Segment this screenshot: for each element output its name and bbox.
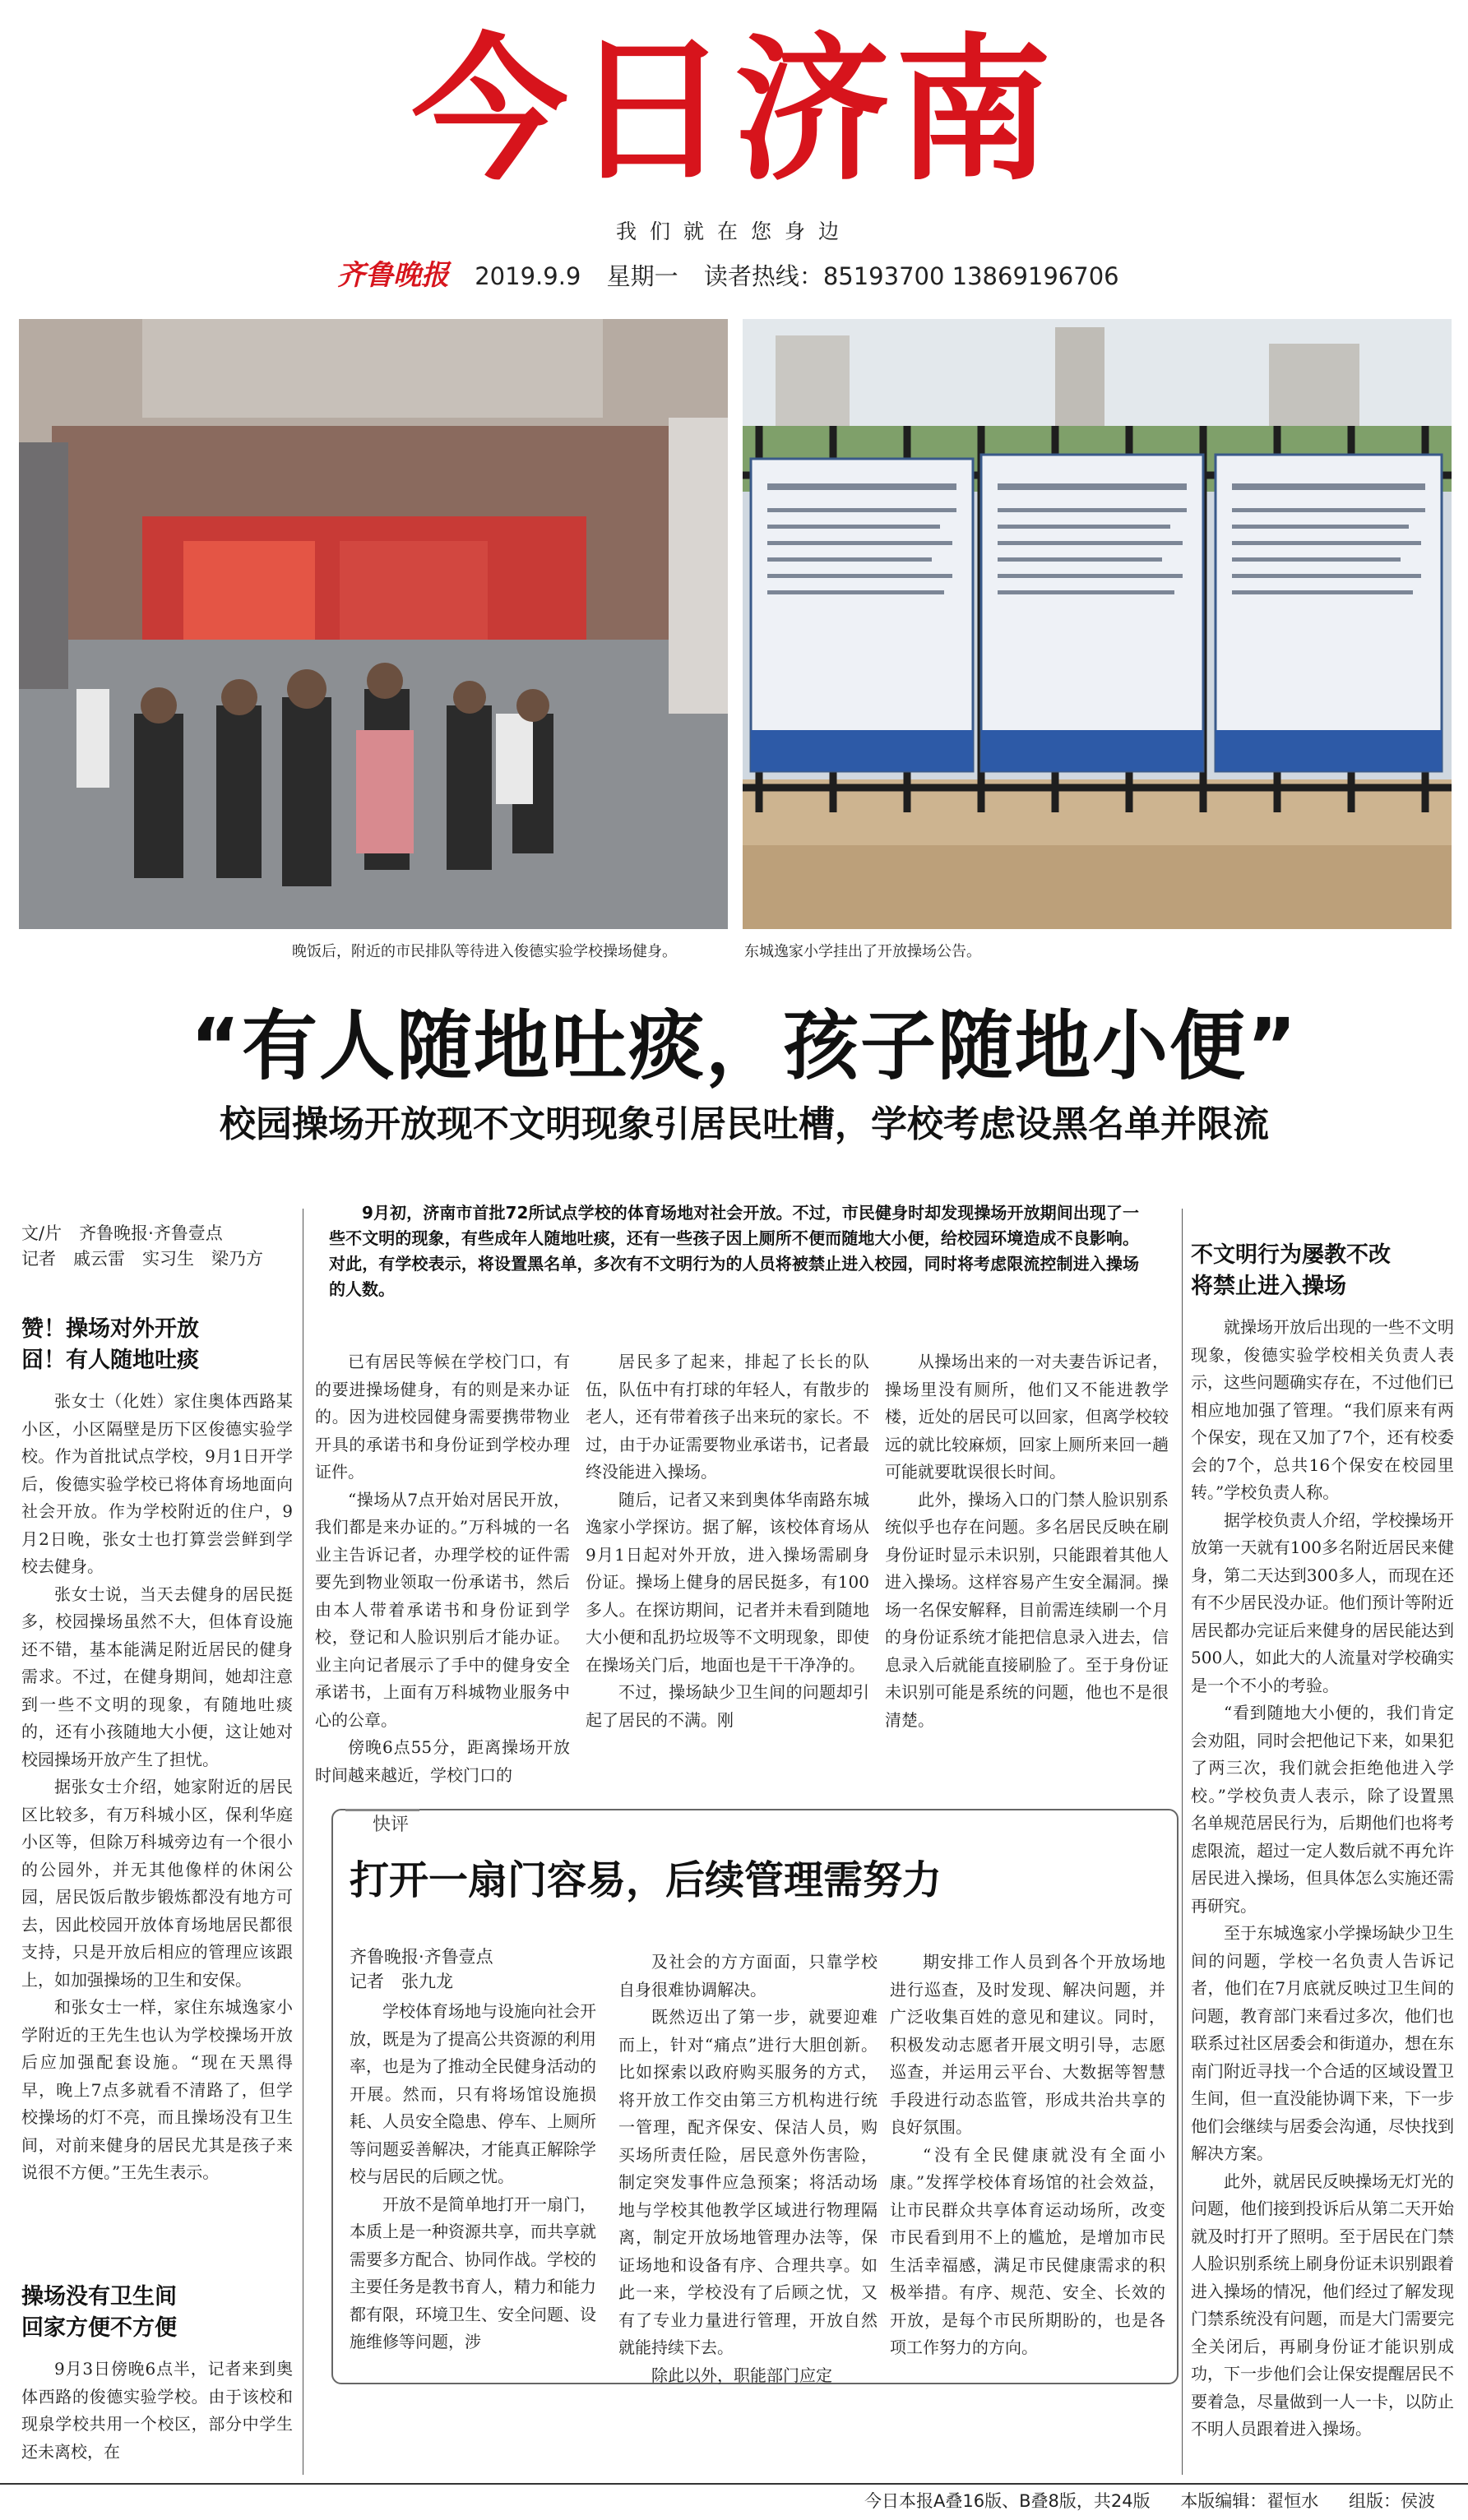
section-head-open xyxy=(21,1314,293,1376)
article-lede: 9月初，济南市首批72所试点学校的体育场地对社会开放。不过，市民健身时却发现操场开放期间出现了一些不文明的现象，有些成年人随地吐痰，还有一些孩子因上厕所不便而随地大小便，给校园环境造成不良影响。对此，有学校表示，将设置黑名单，多次有不文明行为的人员将被禁止进入校园，同时将考虑限流控制进入操场的人数。 xyxy=(329,1203,1139,1299)
article-column-5 xyxy=(1191,1314,1454,2477)
photo-caption-1: 晚饭后，附近的市民排队等待进入俊德实验学校操场健身。 xyxy=(292,943,677,960)
paragraph: 张女士说，当天去健身的居民挺多，校园操场虽然不大，但体育设施还不错，基本能满足附近居民的健身需求。不过，在健身期间，她却注意到一些不文明的现象，有随地吐痰的，还有小孩随地大小便，这让她对校园操场开放产生了担忧。 xyxy=(21,1584,293,1769)
slogan: 我们就在您身边 xyxy=(615,220,852,243)
page-footer xyxy=(0,2483,1468,2516)
column-divider xyxy=(1182,1209,1183,2475)
paragraph: 随后，记者又来到奥体华南路东城逸家小学探访。据了解，该校体育场从9月1日起对外开放，进入操场需刷身份证。操场上健身的居民挺多，有100多人。在探访期间，记者并未看到随地大小便和乱扔垃圾等不文明现象，即使在操场关门后，地面也是干干净净的。 xyxy=(586,1489,869,1675)
paragraph: 此外，就居民反映操场无灯光的问题，他们接到投诉后从第二天开始就及时打开了照明。至于居民在门禁人脸识别系统上刷身份证未识别跟着进入操场的情况，他们经过了解发现门禁系统没有问题，而是大门需要完全关闭后，再刷身份证才能识别成功，下一步他们会让保安提醒居民不要着急，尽量做到一人一卡，以防止不明人员跟着进入操场。 xyxy=(1191,2171,1454,2439)
byline-reporters: 记者 戚云雷 实习生 梁乃方 xyxy=(21,1249,263,1269)
section-head-line: 回家方便不方便 xyxy=(21,2315,177,2341)
issue-date: 2019.9.9 xyxy=(475,262,581,290)
paragraph: 已有居民等候在学校门口，有的要进操场健身，有的则是来办证的。因为进校园健身需要携带物业开具的承诺书和身份证到学校办理证件。 xyxy=(315,1352,570,1482)
footer-info xyxy=(840,2488,1435,2513)
paragraph: 傍晚6点55分，距离操场开放时间越来越近，学校门口的 xyxy=(315,1737,570,1785)
article-column-2 xyxy=(315,1348,570,1801)
section-head-toilet xyxy=(21,2282,293,2344)
paragraph: “没有全民健康就没有全面小康。”发挥学校体育场馆的社会效益，让市民群众共享体育运动场所，改变市民看到用不上的尴尬，是增加市民生活幸福感，满足市民健康需求的积极举措。有序、规范、安全、长效的开放，是每个市民所期盼的，也是各项工作努力的方向。 xyxy=(890,2144,1165,2357)
paragraph: 从操场出来的一对夫妻告诉记者，操场里没有厕所，他们又不能进教学楼，近处的居民可以回家，但离学校较远的就比较麻烦，回家上厕所来回一趟可能就要耽误很长时间。 xyxy=(885,1352,1169,1482)
editor-credit: 本版编辑：翟恒水 xyxy=(1180,2491,1319,2511)
paragraph: 学校体育场地与设施向社会开放，既是为了提高公共资源的利用率，也是为了推动全民健身活动的开展。然而，只有将场馆设施损耗、人员安全隐患、停车、上厕所等问题妥善解决，才能真正解除学校与居民的后顾之忧。 xyxy=(350,2001,596,2186)
paragraph: “看到随地大小便的，我们肯定会劝阻，同时会把他记下来，如果犯了两三次，我们就会拒绝他进入学校。”学校负责人表示，除了设置黑名单规范居民行为，后期他们也将考虑限流，超过一定人数后就不再允许居民进入操场，但具体怎么实施还需再研究。 xyxy=(1191,1703,1454,1916)
commentary-column-3 xyxy=(890,1949,1165,2372)
masthead xyxy=(0,0,1468,312)
section-head-blacklist xyxy=(1191,1240,1454,1302)
section-head-line: 操场没有卫生间 xyxy=(21,2284,177,2310)
paragraph: 9月3日傍晚6点半，记者来到奥体西路的俊德实验学校。由于该校和现泉学校共用一个校区，部分中学生还未离校，在 xyxy=(21,2359,293,2462)
photo-notice-boards xyxy=(743,319,1452,929)
paragraph: 此外，操场入口的门禁人脸识别系统似乎也存在问题。多名居民反映在刷身份证时显示未识别，只能跟着其他人进入操场。这样容易产生安全漏洞。操场一名保安解释，目前需连续刷一个月的身份证系统才能把信息录入进去，信息录入后就能直接刷脸了。至于身份证未识别可能是系统的问题，他也不是很清楚。 xyxy=(885,1489,1169,1730)
layout-credit: 组版：侯波 xyxy=(1349,2491,1435,2511)
article-column-1b xyxy=(21,2356,293,2479)
article-headline: “有人随地吐痰，孩子随地小便” xyxy=(190,1002,1299,1090)
section-head-line: 将禁止进入操场 xyxy=(1191,1274,1346,1299)
paragraph: “操场从7点开始对居民开放，我们都是来办证的。”万科城的一名业主告诉记者，办理学校的证件需要先到物业领取一份承诺书，然后由本人带着承诺书和身份证到学校，登记和人脸识别后才能办证。业主向记者展示了手中的健身安全承诺书，上面有万科城物业服务中心的公章。 xyxy=(315,1489,570,1730)
article-byline xyxy=(21,1221,293,1272)
paragraph: 居民多了起来，排起了长长的队伍，队伍中有打球的年轻人，有散步的老人，还有带着孩子出来玩的家长。不过，由于办证需要物业承诺书，记者最终没能进入操场。 xyxy=(586,1352,869,1482)
paragraph: 及社会的方方面面，只靠学校自身很难协调解决。 xyxy=(618,1952,878,2000)
reader-hotline: 读者热线：85193700 13869196706 xyxy=(703,262,1119,290)
article-column-4 xyxy=(885,1348,1169,1801)
commentary-column-2 xyxy=(618,1949,878,2385)
byline-source: 文/片 齐鲁晚报·齐鲁壹点 xyxy=(21,1223,223,1243)
paragraph: 据张女士介绍，她家附近的居民区比较多，有万科城小区，保利华庭小区等，但除万科城旁边有一个很小的公园外，并无其他像样的休闲公园，居民饭后散步锻炼都没有地方可去，因此校园开放体育场地居民都很支持，只是开放后相应的管理应该跟上，如加强操场的卫生和安保。 xyxy=(21,1777,293,1990)
paragraph: 开放不是简单地打开一扇门，本质上是一种资源共享，而共享就需要多方配合、协同作战。学校的主要任务是教书育人，精力和能力都有限，环境卫生、安全问题、设施维修等问题，涉 xyxy=(350,2194,596,2351)
photo-queue-at-school xyxy=(19,319,728,929)
paragraph: 至于东城逸家小学操场缺少卫生间的问题，学校一名负责人告诉记者，他们在7月底就反映过卫生间的问题，教育部门来看过多次，他们也联系过社区居委会和街道办，想在东南门附近寻找一个合适的区域设置卫生间，但一直没能协调下来，下一步他们会继续与居委会沟通，尽快找到解决方案。 xyxy=(1191,1923,1454,2163)
commentary-byline-source: 齐鲁晚报·齐鲁壹点 xyxy=(350,1947,493,1967)
section-head-line: 赞！操场对外开放 xyxy=(21,1316,199,1342)
paragraph: 既然迈出了第一步，就要迎难而上，针对“痛点”进行大胆创新。比如探索以政府购买服务的方式，将开放工作交由第三方机构进行统一管理，配齐保安、保洁人员，购买场所责任险，居民意外伤害险，制定突发事件应急预案；将活动场地与学校其他教学区域进行物理隔离，制定开放场地管理办法等，保证场地和设备有序、合理共享。如此一来，学校没有了后顾之忧，又有了专业力量进行管理，开放自然就能持续下去。 xyxy=(618,2007,878,2357)
section-head-line: 囧！有人随地吐痰 xyxy=(21,1348,199,1373)
paragraph: 除此以外，职能部门应定 xyxy=(651,2365,832,2385)
commentary-column-1 xyxy=(350,1998,596,2372)
paragraph: 和张女士一样，家住东城逸家小学附近的王先生也认为学校操场开放后应加强配套设施。“现在天黑得早，晚上7点多就看不清路了，但学校操场的灯不亮，而且操场没有卫生间，对前来健身的居民尤其是孩子来说很不方便。”王先生表示。 xyxy=(21,1997,293,2182)
article-column-3 xyxy=(586,1348,869,1801)
paragraph: 就操场开放后出现的一些不文明现象，俊德实验学校相关负责人表示，这些问题确实存在，不过他们已相应地加强了管理。“我们原来有两个保安，现在又加了7个，还有校委会的7个，总共16个保安在校园里转。”学校负责人称。 xyxy=(1191,1317,1454,1502)
dateline xyxy=(337,257,1160,294)
brand-logo: 齐鲁晚报 xyxy=(337,259,449,292)
section-head-line: 不文明行为屡教不改 xyxy=(1191,1242,1391,1268)
newspaper-title: 今日济南 xyxy=(411,20,1057,201)
commentary-tag: 快评 xyxy=(372,1815,409,1835)
article-subhead: 校园操场开放现不文明现象引居民吐槽，学校考虑设黑名单并限流 xyxy=(220,1103,1269,1145)
commentary-byline-reporter: 记者 张九龙 xyxy=(350,1972,453,1991)
edition-info: 今日本报A叠16版、B叠8版，共24版 xyxy=(864,2491,1151,2511)
issue-weekday: 星期一 xyxy=(606,262,678,290)
paragraph: 期安排工作人员到各个开放场地进行巡查，及时发现、解决问题，并广泛收集百姓的意见和建议。同时，积极发动志愿者开展文明引导，志愿巡查，并运用云平台、大数据等智慧手段进行动态监管，形成共治共享的良好氛围。 xyxy=(890,1952,1165,2137)
photo-caption-2: 东城逸家小学挂出了开放操场公告。 xyxy=(744,943,981,960)
article-column-1 xyxy=(21,1388,293,2272)
commentary-byline xyxy=(350,1944,596,1994)
paragraph: 张女士（化姓）家住奥体西路某小区，小区隔壁是历下区俊德实验学校。作为首批试点学校，9月1日开学后，俊德实验学校已将体育场地面向社会开放。作为学校附近的住户，9月2日晚，张女士也打算尝尝鲜到学校去健身。 xyxy=(21,1391,293,1576)
paragraph: 不过，操场缺少卫生间的问题却引起了居民的不满。刚 xyxy=(586,1682,869,1730)
paragraph: 据学校负责人介绍，学校操场开放第一天就有100多名附近居民来健身，第二天达到300多人，而现在还有不少居民没办证。他们预计等附近居民都办完证后来健身的居民能达到500人，如此大的人流量对学校确实是一个不小的考验。 xyxy=(1191,1510,1454,1695)
commentary-title: 打开一扇门容易，后续管理需努力 xyxy=(350,1857,942,1903)
